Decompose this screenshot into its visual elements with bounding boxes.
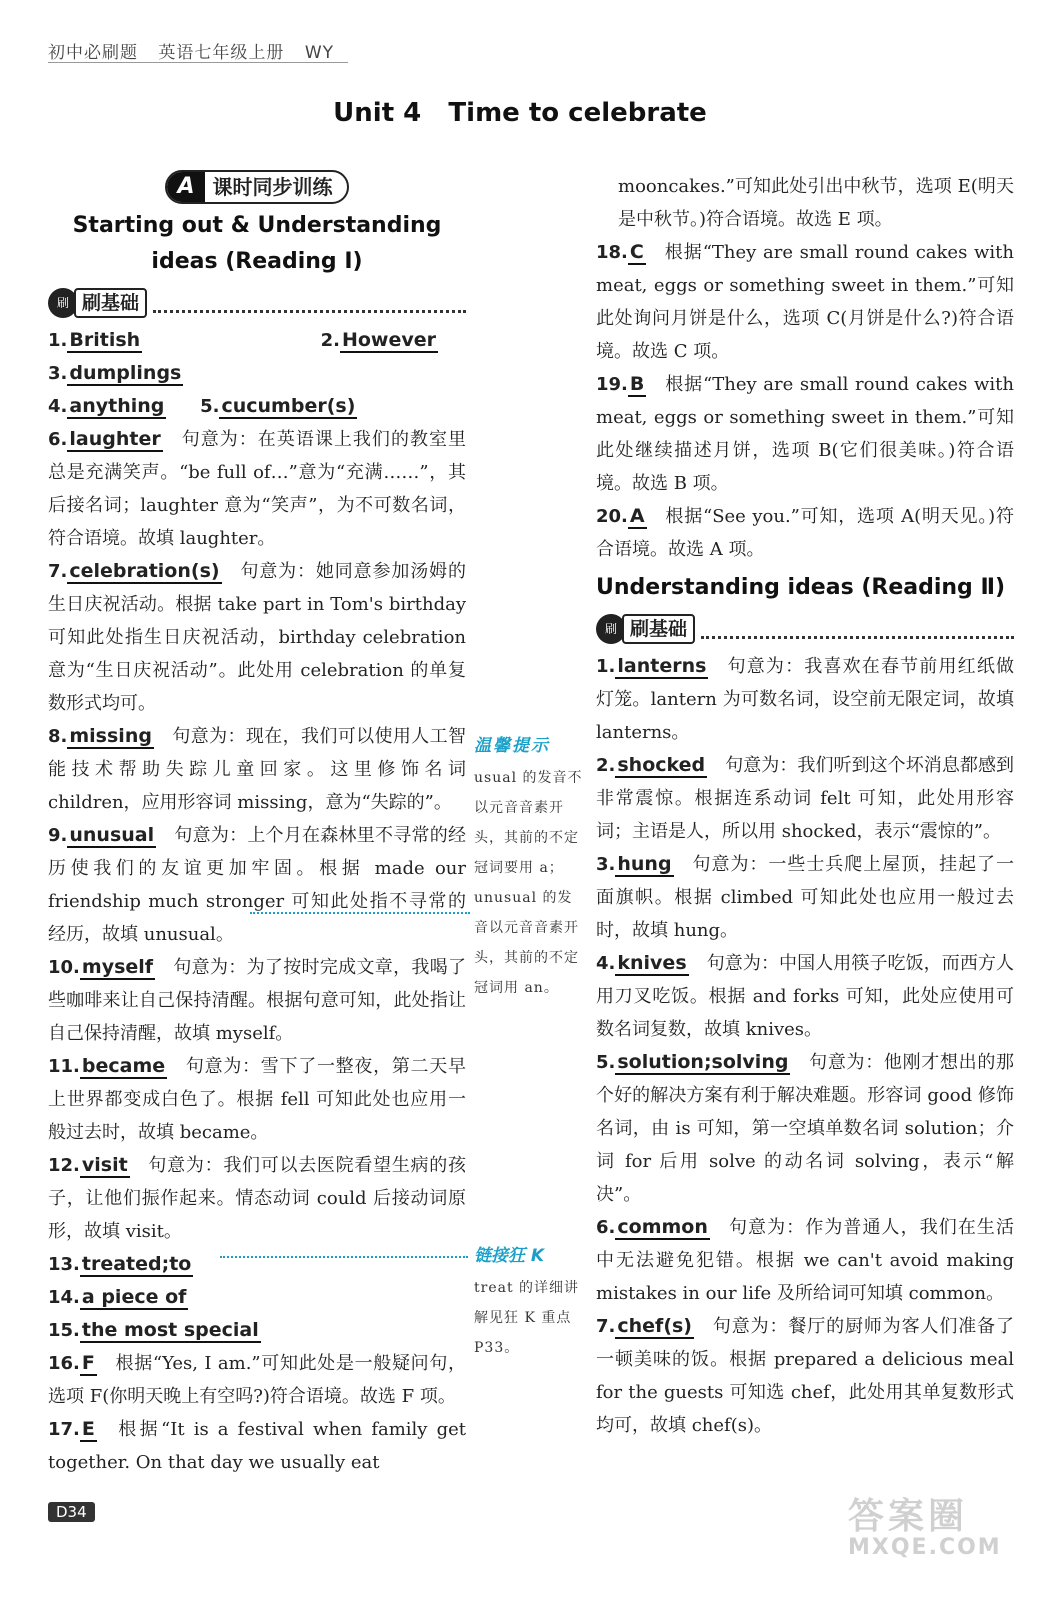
answer: celebration(s) <box>69 560 220 582</box>
explanation: 句意为：餐厅的厨师为客人们准备了一顿美味的饭。根据 prepared a delicious meal for the guests 可知选 chef，此处用其单复数形式均可，故填 chef(s)。 <box>596 1316 1014 1436</box>
answer: knives <box>617 952 687 974</box>
answer-item-r2: 2. shocked 句意为：我们听到这个坏消息都感到非常震惊。根据连系动词 felt 可知，此处用形容词；主语是人，所以用 shocked，表示“震惊的”。 <box>596 754 1014 842</box>
drill-label: 刷基础 <box>74 288 147 318</box>
answer: myself <box>81 956 154 978</box>
page-number: D34 <box>48 1502 95 1522</box>
explanation: 根据“It is a festival when family get together. On that day we usually eat <box>48 1419 466 1473</box>
answer: E <box>81 1418 95 1440</box>
answer-item-18: 18. C 根据“They are small round cakes with meat, eggs or something sweet in them.”可知此处询问月饼是什么，选项 C(月饼是什么?)符合语境。故选 C 项。 <box>596 241 1014 362</box>
answer: F <box>81 1352 95 1374</box>
drill-header <box>596 612 1014 646</box>
margin-tip <box>474 730 586 1003</box>
explanation: 句意为：上个月在森林里不寻常的经历使我们的友谊更加牢固。根据 made our friendship much stronger 可知此处指不寻常的经历，故填 unusual。 <box>48 825 466 945</box>
tip-heading: 温馨提示 <box>474 736 550 756</box>
header-rule <box>48 62 348 63</box>
answer-item-17: 17. E 根据“It is a festival when family get together. On that day we usually eat <box>48 1418 466 1473</box>
answer-item-r7: 7. chef(s) 句意为：餐厅的厨师为客人们准备了一顿美味的饭。根据 prepared a delicious meal for the guests 可知选 chef，此处用其单复数形式均可，故填 chef(s)。 <box>596 1315 1014 1436</box>
answer-item-8: 8. missing 句意为：现在，我们可以使用人工智能技术帮助失踪儿童回家。这里修饰名词 children，应用形容词 missing，意为“失踪的”。 <box>48 725 466 813</box>
answer-item-r1: 1. lanterns 句意为：我喜欢在春节前用红纸做灯笼。lantern 为可数名词，设空前无限定词，故填 lanterns。 <box>596 655 1014 743</box>
running-header <box>48 38 348 63</box>
section-badge <box>48 170 466 204</box>
pointer-line <box>220 1256 468 1258</box>
answer: dumplings <box>69 362 182 384</box>
answer-item-r3: 3. hung 句意为：一些士兵爬上屋顶，挂起了一面旗帜。根据 climbed 可知此处也应用一般过去时，故填 hung。 <box>596 853 1014 941</box>
answer: common <box>617 1216 708 1238</box>
answer-item-12: 12. visit 句意为：我们可以去医院看望生病的孩子，让他们振作起来。情态动词 could 后接动词原形，故填 visit。 <box>48 1154 466 1242</box>
section-label: 课时同步训练 <box>212 174 333 199</box>
explanation: 句意为：作为普通人，我们在生活中无法避免犯错。根据 we can't avoid making mistakes in our life 及所给词可知填 common。 <box>596 1217 1014 1304</box>
book-name: 初中必刷题 <box>48 43 138 63</box>
answer: treated;to <box>81 1253 192 1275</box>
edition-code: WY <box>304 43 335 63</box>
answer: C <box>629 241 644 263</box>
answer: British <box>69 329 141 351</box>
answer-item-r6: 6. common 句意为：作为普通人，我们在生活中无法避免犯错。根据 we can't avoid making mistakes in our life 及所给词可知填 common。 <box>596 1216 1014 1304</box>
brush-icon: 刷 <box>596 614 626 644</box>
item-number: 1. <box>48 330 68 351</box>
answer-item-17-cont: mooncakes.”可知此处引出中秋节，选项 E(明天是中秋节。)符合语境。故选 E 项。 <box>618 176 1014 230</box>
explanation: 根据“Yes, I am.”可知此处是一般疑问句，选项 F(你明天晚上有空吗?)符合语境。故选 F 项。 <box>48 1353 466 1407</box>
explanation: 句意为：我们听到这个坏消息都感到非常震惊。根据连系动词 felt 可知，此处用形容词；主语是人，所以用 shocked，表示“震惊的”。 <box>596 755 1014 842</box>
answer: B <box>629 373 645 395</box>
drill-header <box>48 286 466 320</box>
answer: solution;solving <box>617 1051 789 1073</box>
answer: chef(s) <box>617 1315 692 1337</box>
explanation: 句意为：她同意参加汤姆的生日庆祝活动。根据 take part in Tom's birthday 可知此处指生日庆祝活动，birthday celebration 意为“生日庆祝活动”。此处用 celebration 的单复数形式均可。 <box>48 561 466 714</box>
answer-item-13: 13. treated;to <box>48 1253 192 1275</box>
answer: shocked <box>617 754 706 776</box>
item-number: 5. <box>200 396 220 417</box>
answer-item-9: 9. unusual 句意为：上个月在森林里不寻常的经历使我们的友谊更加牢固。根据 made our friendship much stronger 可知此处指不寻常的经历，故填 unusual。 <box>48 824 466 945</box>
answer: a piece of <box>81 1286 187 1308</box>
answer: A <box>629 505 645 527</box>
right-column <box>596 170 1014 1442</box>
tip-text: usual 的发音不以元音音素开头，其前的不定冠词要用 a；unusual 的发音以元音音素开头，其前的不定冠词用 an。 <box>474 770 583 996</box>
dotted-divider <box>701 620 1014 639</box>
item-number: 2. <box>320 330 340 351</box>
answer-item-11: 11. became 句意为：雪下了一整夜，第二天早上世界都变成白色了。根据 fell 可知此处也应用一般过去时，故填 became。 <box>48 1055 466 1143</box>
section1-title-line2: ideas (Reading Ⅰ) <box>151 249 363 274</box>
answer-item-r5: 5. solution;solving 句意为：他刚才想出的那个好的解决方案有利于解决难题。形容词 good 修饰名词，由 is 可知，第一空填单数名词 solution；介词 for 后用 solve 的动名词 solving，表示“解决”。 <box>596 1051 1014 1205</box>
answer: missing <box>69 725 152 747</box>
answer-row-1 <box>48 324 466 390</box>
answer: anything <box>69 395 165 417</box>
answer: laughter <box>69 428 161 450</box>
answer: the most special <box>81 1319 259 1341</box>
answer: hung <box>617 853 672 875</box>
answer-item-14: 14. a piece of <box>48 1286 187 1308</box>
explanation: 根据“They are small round cakes with meat, eggs or something sweet in them.”可知此处询问月饼是什么，选项 C(月饼是什么?)符合语境。故选 C 项。 <box>596 242 1014 362</box>
left-column <box>48 170 466 1479</box>
answer-item-7: 7. celebration(s) 句意为：她同意参加汤姆的生日庆祝活动。根据 take part in Tom's birthday 可知此处指生日庆祝活动，birthday celebration 意为“生日庆祝活动”。此处用 celebration 的单复数形式均可。 <box>48 560 466 714</box>
explanation: 句意为：中国人用筷子吃饭，而西方人用刀叉吃饭。根据 and forks 可知，此处应使用可数名词复数，故填 knives。 <box>596 953 1014 1040</box>
link-heading: 链接狂 K <box>474 1246 545 1266</box>
answer-item-r4: 4. knives 句意为：中国人用筷子吃饭，而西方人用刀叉吃饭。根据 and forks 可知，此处应使用可数名词复数，故填 knives。 <box>596 952 1014 1040</box>
explanation: 句意为：为了按时完成文章，我喝了些咖啡来让自己保持清醒。根据句意可知，此处指让自己保持清醒，故填 myself。 <box>48 957 466 1044</box>
answer-item-20: 20. A 根据“See you.”可知，选项 A(明天见。)符合语境。故选 A 项。 <box>596 505 1014 560</box>
unit-title: Unit 4 Time to celebrate <box>333 98 707 128</box>
section-badge-box <box>165 170 348 204</box>
answer-item-16: 16. F 根据“Yes, I am.”可知此处是一般疑问句，选项 F(你明天晚上有空吗?)符合语境。故选 F 项。 <box>48 1352 466 1407</box>
answer-item-15: 15. the most special <box>48 1319 259 1341</box>
explanation: 句意为：我们可以去医院看望生病的孩子，让他们振作起来。情态动词 could 后接动词原形，故填 visit。 <box>48 1155 466 1242</box>
section2-title: Understanding ideas (Reading Ⅱ) <box>596 575 1005 600</box>
answer: unusual <box>69 824 155 846</box>
answer-row-2 <box>48 390 466 423</box>
item-number: 4. <box>48 396 68 417</box>
explanation: 句意为：现在，我们可以使用人工智能技术帮助失踪儿童回家。这里修饰名词 children，应用形容词 missing，意为“失踪的”。 <box>48 726 466 813</box>
explanation: 句意为：在英语课上我们的教室里总是充满笑声。“be full of…”意为“充满……”，其后接名词；laughter 意为“笑声”，为不可数名词，符合语境。故填 laughter。 <box>48 429 466 549</box>
explanation: 句意为：我喜欢在春节前用红纸做灯笼。lantern 为可数名词，设空前无限定词，故填 lanterns。 <box>596 656 1014 743</box>
explanation: 根据“See you.”可知，选项 A(明天见。)符合语境。故选 A 项。 <box>596 506 1014 560</box>
watermark <box>848 1488 1018 1560</box>
explanation: 根据“They are small round cakes with meat, eggs or something sweet in them.”可知此处继续描述月饼，选项 B(它们很美味。)符合语境。故选 B 项。 <box>596 374 1014 494</box>
explanation: 句意为：雪下了一整夜，第二天早上世界都变成白色了。根据 fell 可知此处也应用一般过去时，故填 became。 <box>48 1056 466 1143</box>
subject-name: 英语七年级上册 <box>158 43 285 63</box>
answer-item-10: 10. myself 句意为：为了按时完成文章，我喝了些咖啡来让自己保持清醒。根据句意可知，此处指让自己保持清醒，故填 myself。 <box>48 956 466 1044</box>
watermark-url: MXQE.COM <box>848 1535 1002 1560</box>
explanation: 句意为：他刚才想出的那个好的解决方案有利于解决难题。形容词 good 修饰名词，由 is 可知，第一空填单数名词 solution；介词 for 后用 solve 的动名词 solving，表示“解决”。 <box>596 1052 1014 1205</box>
dotted-divider <box>153 294 466 313</box>
answer-item-19: 19. B 根据“They are small round cakes with meat, eggs or something sweet in them.”可知此处继续描述月饼，选项 B(它们很美味。)符合语境。故选 B 项。 <box>596 373 1014 494</box>
answer: visit <box>81 1154 128 1176</box>
answer-item-6: 6. laughter 句意为：在英语课上我们的教室里总是充满笑声。“be full of…”意为“充满……”，其后接名词；laughter 意为“笑声”，为不可数名词，符合语境。故填 laughter。 <box>48 428 466 549</box>
brush-icon: 刷 <box>48 288 78 318</box>
watermark-logo: 答案圈 <box>848 1496 969 1537</box>
answer: However <box>341 329 436 351</box>
answer: lanterns <box>617 655 707 677</box>
answer: became <box>81 1055 166 1077</box>
answer: cucumber(s) <box>221 395 356 417</box>
link-text: treat 的详细讲解见狂 K 重点 P33。 <box>474 1280 580 1356</box>
pointer-line <box>250 912 470 914</box>
explanation: 句意为：一些士兵爬上屋顶，挂起了一面旗帜。根据 climbed 可知此处也应用一般过去时，故填 hung。 <box>596 854 1014 941</box>
section1-title-line1: Starting out & Understanding <box>72 213 442 238</box>
section-letter: A <box>167 172 204 202</box>
item-number: 3. <box>48 363 68 384</box>
margin-link <box>474 1240 586 1363</box>
drill-label: 刷基础 <box>622 614 695 644</box>
